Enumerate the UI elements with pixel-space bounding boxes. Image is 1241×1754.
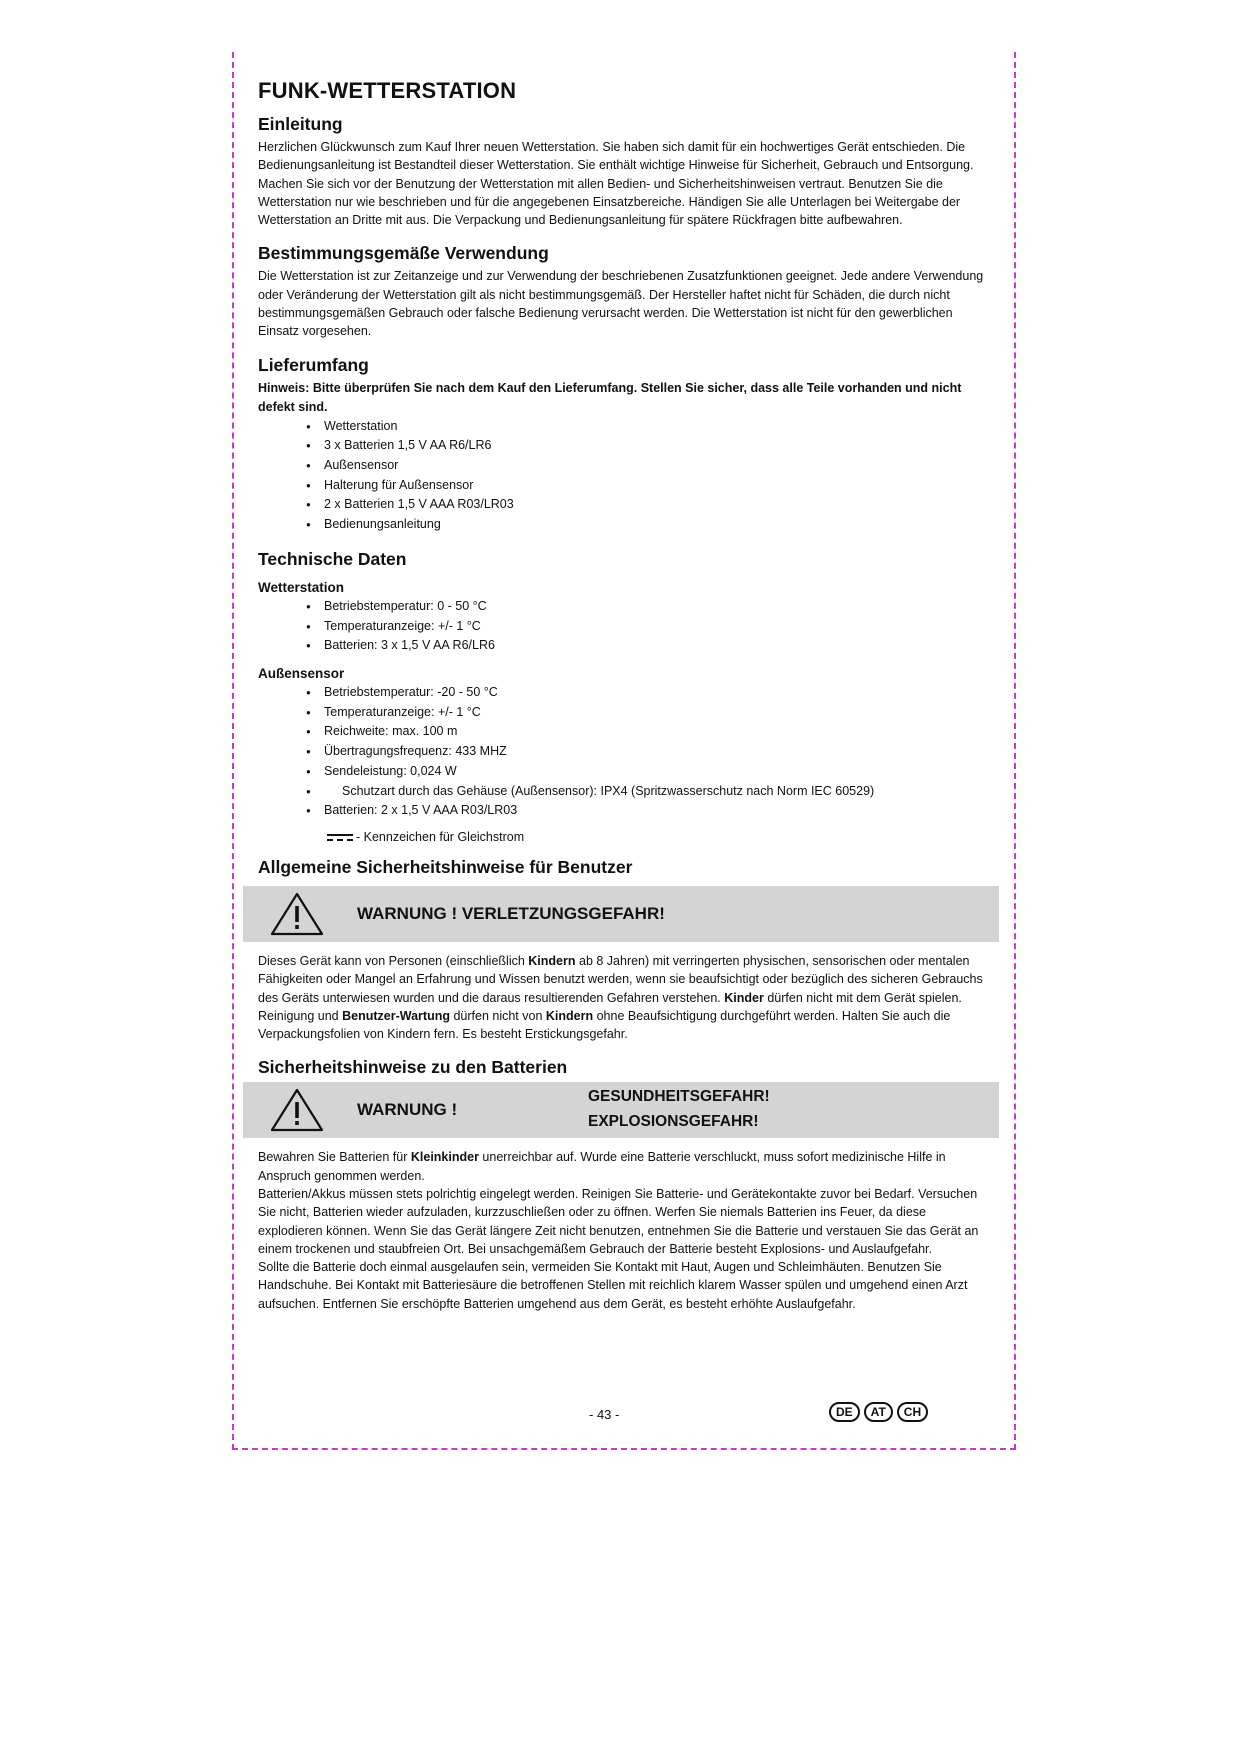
danger-list	[588, 1084, 770, 1134]
note-lieferumfang: Hinweis: Bitte überprüfen Sie nach dem Kauf den Lieferumfang. Stellen Sie sicher, dass alle Teile vorhanden und nicht defekt sind.	[258, 380, 962, 414]
danger-health: GESUNDHEITSGEFAHR!	[588, 1088, 770, 1106]
list-wetterstation	[306, 597, 988, 656]
text-part: ohne Beaufsichtigung durchgeführt werden. Halten Sie auch die Verpackungsfolien von Kindern fern. Es besteht Erstickungsgefahr.	[258, 1008, 951, 1042]
heading-technische-daten: Technische Daten	[258, 548, 407, 569]
heading-einleitung: Einleitung	[258, 114, 343, 134]
heading-wetterstation: Wetterstation	[258, 579, 345, 595]
country-badges	[829, 1402, 928, 1422]
list-item: ● Sendeleistung: 0,024 W	[306, 762, 988, 782]
country-badge-at: AT	[864, 1402, 893, 1422]
list-item: ● Halterung für Außensensor	[306, 476, 988, 496]
heading-aussensensor: Außensensor	[258, 666, 345, 681]
list-item: ● Übertragungsfrequenz: 433 MHZ	[306, 742, 988, 762]
warning-triangle-icon	[269, 1087, 325, 1133]
list-item: ● Batterien: 3 x 1,5 V AA R6/LR6	[306, 636, 988, 656]
section-batterien	[258, 1057, 988, 1313]
warning-box-verletzung	[243, 886, 999, 942]
list-item: ● Bedienungsanleitung	[306, 515, 988, 535]
text-part: ab 8 Jahren) mit verringerten physischen, sensorischen oder mentalen Fähigkeiten oder Mangel an Erfahrung und Wissen benutzt werden, wenn sie beaufsichtigt oder bezüglich des sicheren Gebrauchs des Geräts unterwiesen wurden und die daraus resultierenden Gefahren verstehen.	[258, 953, 983, 1005]
warning-title: WARNUNG ! VERLETZUNGSGEFAHR!	[357, 903, 665, 923]
dc-label: - Kennzeichen für Gleichstrom	[356, 829, 525, 844]
text-einleitung: Herzlichen Glückwunsch zum Kauf Ihrer neuen Wetterstation. Sie haben sich damit für ein hochwertiges Gerät entschieden. Die Bedienungsanleitung ist Bestandteil dieser Wetterstation. Sie enthält wichtige Hinweise für Sicherheit, Gebrauch und Entsorgung. Machen Sie sich vor der Benutzung der Wetterstation mit allen Bedien- und Sicherheitshinweisen vertraut. Benutzen Sie die Wetterstation nur wie beschrieben und für die angegebenen Einsatzbereiche. Händigen Sie alle Unterlagen bei Weitergabe der Wetterstation an Dritte mit aus. Die Verpackung und Bedienungsanleitung für spätere Rückfragen bitte aufbewahren.	[258, 140, 974, 228]
country-badge-de: DE	[829, 1402, 860, 1422]
list-item: ● Temperaturanzeige: +/- 1 °C	[306, 617, 988, 637]
page-number: - 43 -	[589, 1407, 620, 1422]
dc-symbol-row	[326, 827, 988, 847]
country-badge-ch: CH	[897, 1402, 928, 1422]
list-item: ● Temperaturanzeige: +/- 1 °C	[306, 703, 988, 723]
text-part: unerreichbar auf. Wurde eine Batterie verschluckt, muss sofort medizinische Hilfe in Anspruch genommen werden.	[258, 1150, 946, 1183]
warning-triangle-icon	[269, 891, 325, 937]
section-einleitung	[258, 114, 988, 229]
heading-verwendung: Bestimmungsgemäße Verwendung	[258, 243, 549, 264]
list-item: ● Batterien: 2 x 1,5 V AAA R03/LR03	[306, 801, 988, 821]
heading-lieferumfang: Lieferumfang	[258, 354, 369, 375]
emphasis: Kinder	[724, 990, 764, 1005]
emphasis: Kleinkinder	[410, 1150, 479, 1165]
list-item: ● Schutzart durch das Gehäuse (Außensensor): IPX4 (Spritzwasserschutz nach Norm IEC 60529)	[306, 782, 988, 802]
section-sicherheit	[258, 857, 988, 1043]
page-title: FUNK-WETTERSTATION	[258, 78, 517, 103]
section-lieferumfang	[258, 355, 988, 535]
list-item: ● Wetterstation	[306, 417, 988, 437]
text-sicherheit	[258, 952, 988, 1043]
list-item: ● 3 x Batterien 1,5 V AA R6/LR6	[306, 436, 988, 456]
page-content	[258, 78, 988, 1313]
list-item: ● Betriebstemperatur: 0 - 50 °C	[306, 597, 988, 617]
section-technische-daten	[258, 549, 988, 847]
text-part: dürfen nicht mit dem Gerät spielen. Reinigung und	[258, 990, 962, 1023]
list-lieferumfang	[306, 417, 988, 535]
heading-batterien: Sicherheitshinweise zu den Batterien	[258, 1057, 568, 1078]
heading-sicherheit: Allgemeine Sicherheitshinweise für Benutzer	[258, 856, 633, 877]
emphasis: Kindern	[545, 1008, 594, 1023]
text-verwendung: Die Wetterstation ist zur Zeitanzeige und zur Verwendung der beschriebenen Zusatzfunktionen geeignet. Jede andere Verwendung oder Veränderung der Wetterstation gilt als nicht bestimmungsgemäß. Der Hersteller haftet nicht für Schäden, die durch nicht bestimmungsgemäßen Gebrauch oder falsche Bedienung verursacht werden. Die Wetterstation ist nicht für den gewerblichen Einsatz vorgesehen.	[258, 269, 984, 339]
danger-explosion: EXPLOSIONSGEFAHR!	[588, 1113, 759, 1131]
text-batterien-3: Sollte die Batterie doch einmal ausgelaufen sein, vermeiden Sie Kontakt mit Haut, Augen und Schleimhäuten. Benutzen Sie Handschuhe. Bei Kontakt mit Batteriesäure die betroffenen Stellen mit reichlich klarem Wasser spülen und umgehend einen Arzt aufsuchen. Entfernen Sie erschöpfte Batterien umgehend aus dem Gerät, es besteht erhöhte Auslaufgefahr.	[258, 1260, 968, 1311]
section-verwendung	[258, 243, 988, 340]
text-part: dürfen nicht von	[449, 1008, 546, 1023]
list-item: ● 2 x Batterien 1,5 V AAA R03/LR03	[306, 495, 988, 515]
list-item: ● Außensensor	[306, 456, 988, 476]
warning-title: WARNUNG !	[357, 1100, 458, 1120]
text-part: Bewahren Sie Batterien für	[258, 1150, 411, 1165]
text-part: Dieses Gerät kann von Personen (einschließlich	[258, 953, 529, 968]
list-aussensensor	[306, 683, 988, 821]
direct-current-icon	[326, 833, 354, 843]
text-batterien-1	[258, 1148, 988, 1185]
emphasis: Kindern	[528, 953, 576, 968]
list-item: ● Reichweite: max. 100 m	[306, 722, 988, 742]
emphasis: Benutzer-Wartung	[342, 1008, 450, 1023]
warning-box-batterien	[243, 1082, 999, 1138]
manual-page	[232, 52, 1016, 1450]
text-batterien-2: Batterien/Akkus müssen stets polrichtig eingelegt werden. Reinigen Sie Batterie- und Gerätekontakte zuvor bei Bedarf. Versuchen Sie nicht, Batterien wieder aufzuladen, kurzzuschließen oder zu öffnen. Werfen Sie niemals Batterien ins Feuer, da diese explodieren können. Wenn Sie das Gerät längere Zeit nicht benutzen, entnehmen Sie die Batterie und verstauen Sie das Gerät an einem trockenen und staubfreien Ort. Bei unsachgemäßem Gebrauch der Batterie besteht Explosions- und Auslaufgefahr.	[258, 1187, 979, 1256]
list-item: ● Betriebstemperatur: -20 - 50 °C	[306, 683, 988, 703]
